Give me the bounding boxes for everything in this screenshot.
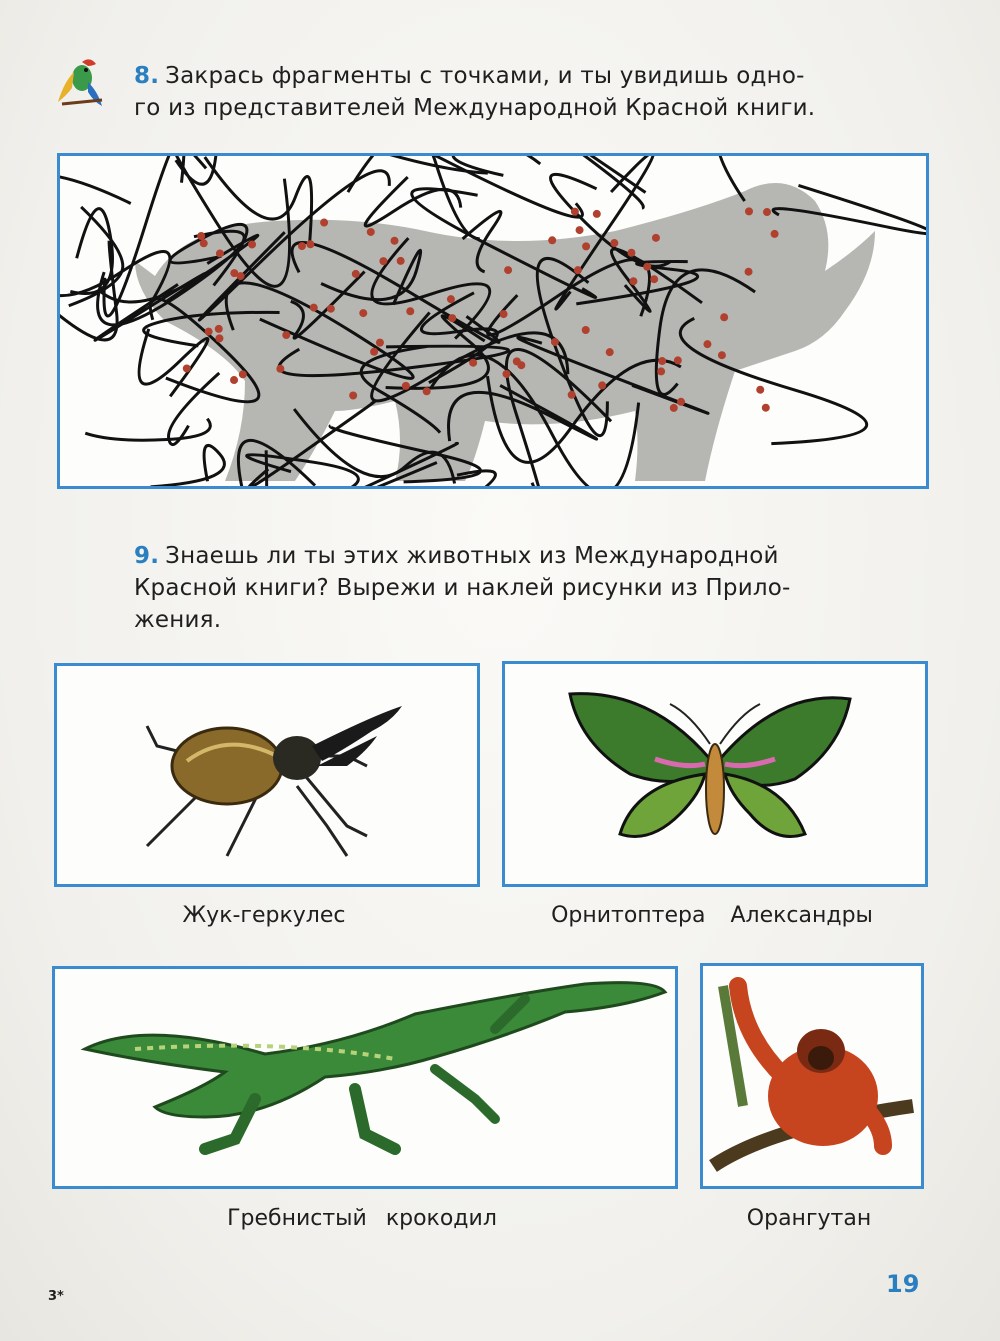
color-dot xyxy=(327,305,335,313)
color-dot xyxy=(652,234,660,242)
color-dot xyxy=(282,331,290,339)
color-dot xyxy=(593,210,601,218)
color-dot xyxy=(406,307,414,315)
color-dot xyxy=(643,263,651,271)
task-9 xyxy=(134,540,934,636)
color-dot xyxy=(239,370,247,378)
color-dot xyxy=(610,239,618,247)
caption-beetle: Жук-геркулес xyxy=(182,903,346,928)
color-dot xyxy=(469,359,477,367)
color-dot xyxy=(200,239,208,247)
color-dot xyxy=(574,266,582,274)
orangutan-picture xyxy=(700,963,924,1189)
color-dot xyxy=(571,208,579,216)
task-9-line-1: Знаешь ли ты этих животных из Международной xyxy=(165,543,779,569)
color-dot xyxy=(298,242,306,250)
tangle-line xyxy=(365,177,461,226)
color-dot xyxy=(216,249,224,257)
color-dot xyxy=(320,219,328,227)
color-dot xyxy=(352,270,360,278)
color-dot xyxy=(402,382,410,390)
color-dot xyxy=(504,266,512,274)
color-dot xyxy=(502,370,510,378)
tangle-line xyxy=(60,165,131,203)
caption-crocodile: Гребнистый крокодил xyxy=(227,1206,497,1231)
color-dot xyxy=(391,237,399,245)
color-dot xyxy=(276,365,284,373)
color-dot xyxy=(367,228,375,236)
color-dot xyxy=(677,398,685,406)
color-dot xyxy=(379,257,387,265)
rhino-coloring-picture xyxy=(57,153,929,489)
color-dot xyxy=(230,269,238,277)
tangle-line xyxy=(85,419,210,441)
orangutan-icon xyxy=(703,966,921,1186)
task-8-number: 8. xyxy=(134,63,160,89)
color-dot xyxy=(205,328,213,336)
task-8-line-1: Закрась фрагменты с точками, и ты увидишь одно- xyxy=(165,63,805,89)
caption-butterfly: Орнитоптера Александры xyxy=(551,903,873,928)
color-dot xyxy=(582,326,590,334)
color-dot xyxy=(447,295,455,303)
butterfly-picture xyxy=(502,661,928,887)
color-dot xyxy=(674,356,682,364)
task-8 xyxy=(134,60,934,124)
tangle-line xyxy=(169,373,220,445)
color-dot xyxy=(598,381,606,389)
color-dot xyxy=(230,376,238,384)
color-dot xyxy=(762,404,770,412)
color-dot xyxy=(423,387,431,395)
task-9-number: 9. xyxy=(134,543,160,569)
caption-orangutan: Орангутан xyxy=(746,1206,872,1231)
ornithoptera-butterfly-icon xyxy=(505,664,925,884)
color-dot xyxy=(606,348,614,356)
color-dot xyxy=(745,207,753,215)
color-dot xyxy=(376,339,384,347)
color-dot xyxy=(756,386,764,394)
page-number: 19 xyxy=(886,1270,920,1298)
tangle-line xyxy=(151,445,225,486)
color-dot xyxy=(718,351,726,359)
color-dot xyxy=(513,357,521,365)
color-dot xyxy=(500,310,508,318)
color-dot xyxy=(657,367,665,375)
color-dot xyxy=(771,230,779,238)
color-dot xyxy=(448,314,456,322)
color-dot xyxy=(248,240,256,248)
parrot-mascot-icon xyxy=(52,52,110,112)
color-dot xyxy=(582,242,590,250)
color-dot xyxy=(359,309,367,317)
color-dot xyxy=(370,348,378,356)
hercules-beetle-icon xyxy=(57,666,477,884)
color-dot xyxy=(627,249,635,257)
color-dot xyxy=(745,268,753,276)
color-dot xyxy=(215,334,223,342)
task-9-line-2: Красной книги? Вырежи и наклей рисунки из Прило- xyxy=(134,575,791,601)
color-dot xyxy=(658,357,666,365)
color-dot xyxy=(183,364,191,372)
color-dot xyxy=(670,404,678,412)
color-dot xyxy=(197,232,205,240)
color-dot xyxy=(551,338,559,346)
task-9-line-3: жения. xyxy=(134,607,222,633)
task-8-line-2: го из представителей Международной Красной книги. xyxy=(134,95,816,121)
sheet-signature: 3* xyxy=(48,1289,64,1304)
color-dot xyxy=(548,236,556,244)
crocodile-picture xyxy=(52,966,678,1189)
color-dot xyxy=(215,325,223,333)
color-dot xyxy=(763,208,771,216)
color-dot xyxy=(629,277,637,285)
color-dot xyxy=(650,275,658,283)
color-dot xyxy=(310,304,318,312)
color-dot xyxy=(703,340,711,348)
color-dot xyxy=(349,392,357,400)
crocodile-icon xyxy=(55,969,675,1186)
color-dot xyxy=(306,240,314,248)
color-dot xyxy=(568,391,576,399)
beetle-picture xyxy=(54,663,480,887)
color-dot xyxy=(576,226,584,234)
color-dot xyxy=(720,313,728,321)
color-dot xyxy=(397,257,405,265)
